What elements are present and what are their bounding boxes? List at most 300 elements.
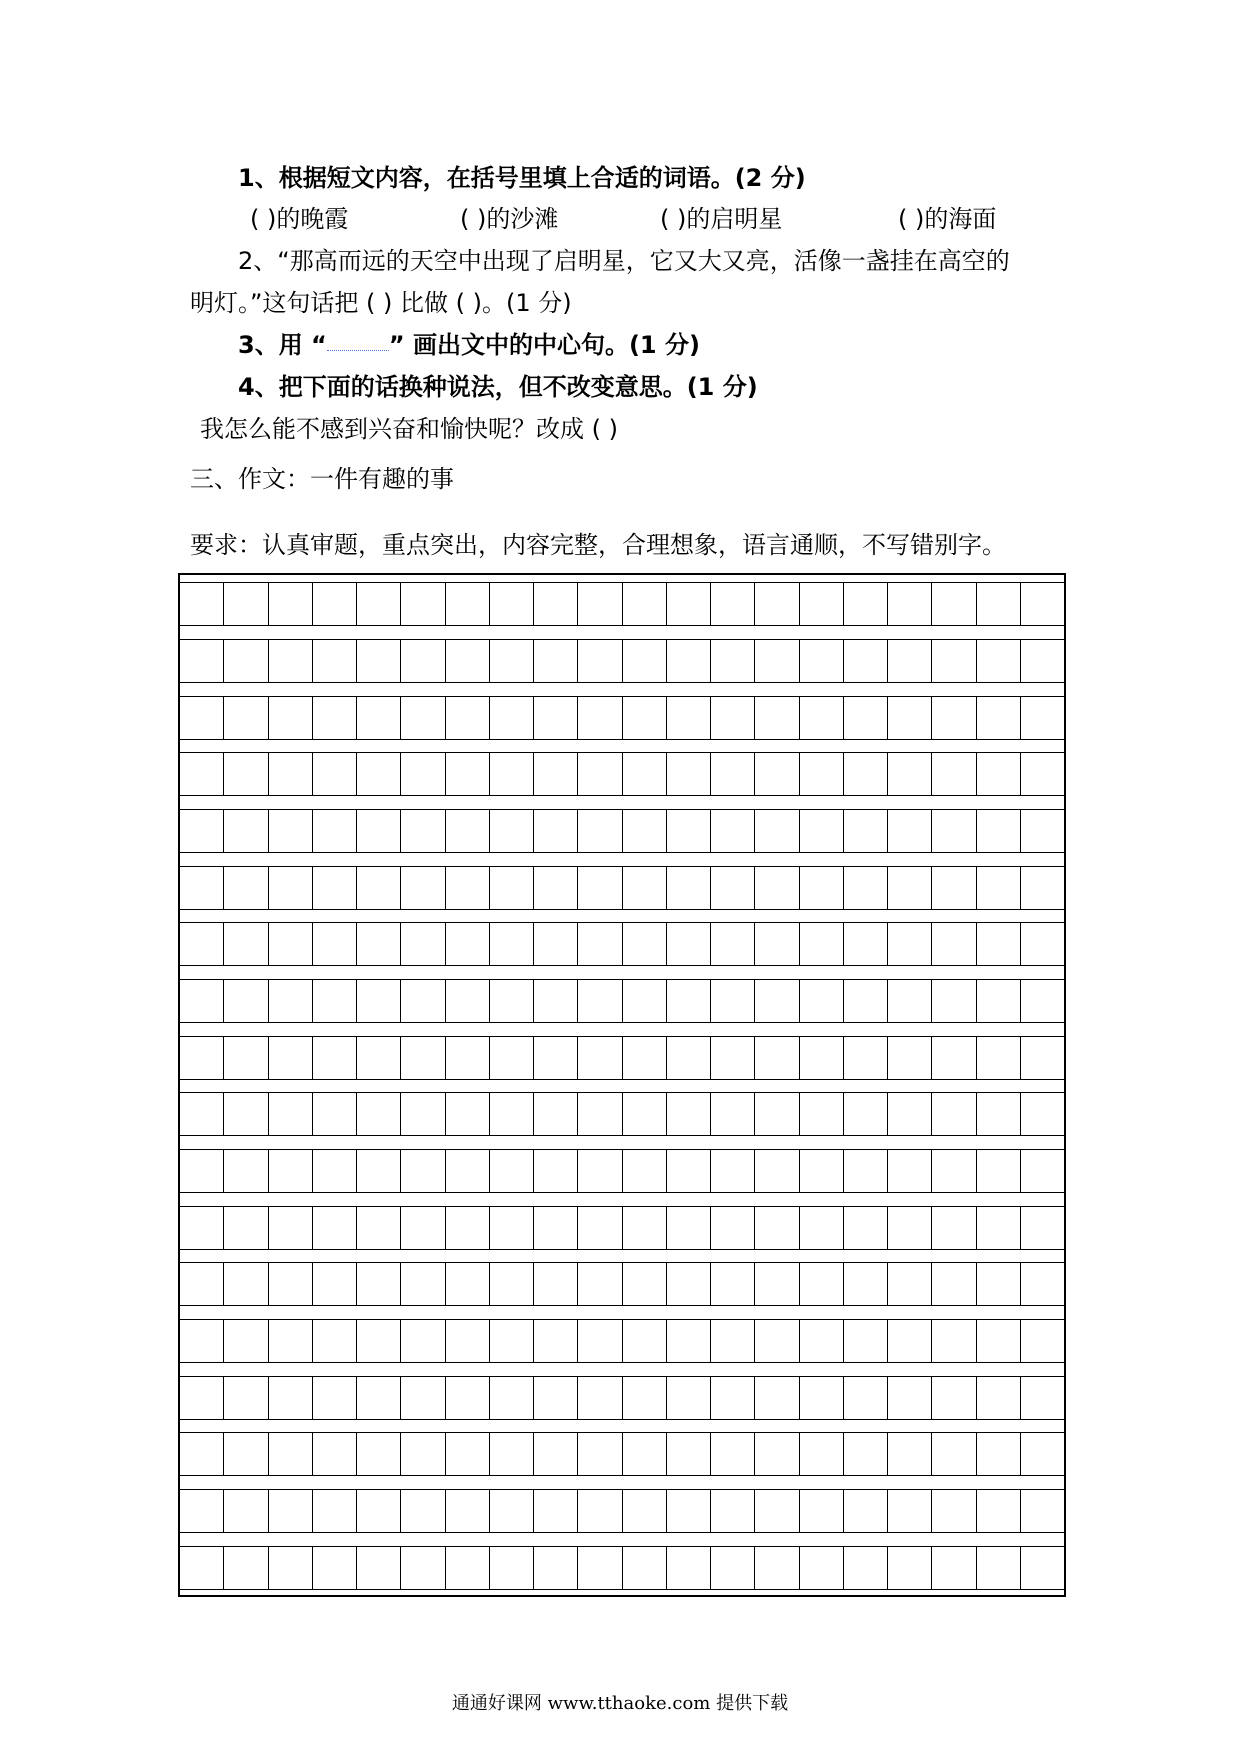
grid-cell	[490, 1490, 534, 1532]
grid-cell	[180, 923, 224, 965]
grid-cell	[1021, 1490, 1064, 1532]
grid-cell	[888, 1207, 932, 1249]
grid-cell	[578, 697, 622, 739]
grid-cell	[180, 697, 224, 739]
grid-cell	[401, 640, 445, 682]
grid-cell	[888, 1037, 932, 1079]
grid-cell	[534, 1320, 578, 1362]
grid-cell	[357, 1490, 401, 1532]
grid-cell	[932, 1150, 976, 1192]
grid-cell	[932, 1093, 976, 1135]
grid-cell	[313, 1150, 357, 1192]
grid-row	[180, 639, 1064, 683]
grid-cell	[1021, 1207, 1064, 1249]
grid-cell	[623, 1263, 667, 1305]
grid-cell	[313, 1490, 357, 1532]
grid-cell	[490, 1547, 534, 1589]
grid-row	[180, 809, 1064, 853]
grid-cell	[446, 640, 490, 682]
grid-cell	[313, 867, 357, 909]
grid-cell	[1021, 867, 1064, 909]
grid-cell	[977, 1150, 1021, 1192]
grid-cell	[401, 583, 445, 625]
grid-cell	[800, 1263, 844, 1305]
grid-cell	[667, 867, 711, 909]
grid-cell	[180, 1037, 224, 1079]
grid-cell	[490, 1037, 534, 1079]
grid-cell	[490, 1433, 534, 1475]
grid-cell	[401, 1037, 445, 1079]
grid-cell	[800, 1037, 844, 1079]
grid-cell	[534, 1547, 578, 1589]
grid-cell	[269, 1093, 313, 1135]
grid-cell	[534, 640, 578, 682]
grid-cell	[667, 810, 711, 852]
grid-cell	[446, 583, 490, 625]
grid-cell	[534, 1150, 578, 1192]
grid-cell	[446, 1490, 490, 1532]
grid-cell	[269, 810, 313, 852]
grid-cell	[932, 697, 976, 739]
grid-cell	[578, 1207, 622, 1249]
blank-2: ( )的沙滩	[460, 205, 559, 233]
grid-cell	[844, 753, 888, 795]
grid-cell	[1021, 640, 1064, 682]
grid-cell	[401, 867, 445, 909]
grid-cell	[711, 1377, 755, 1419]
grid-cell	[224, 1150, 268, 1192]
grid-cell	[1021, 753, 1064, 795]
grid-cell	[1021, 583, 1064, 625]
grid-cell	[1021, 697, 1064, 739]
grid-row	[180, 1036, 1064, 1080]
grid-cell	[800, 583, 844, 625]
grid-cell	[269, 1547, 313, 1589]
grid-cell	[578, 923, 622, 965]
wavy-underline-sample	[327, 330, 389, 351]
grid-cell	[313, 753, 357, 795]
grid-cell	[180, 753, 224, 795]
grid-cell	[578, 867, 622, 909]
grid-cell	[711, 810, 755, 852]
grid-cell	[1021, 1263, 1064, 1305]
grid-row	[180, 866, 1064, 910]
grid-row	[180, 1489, 1064, 1533]
grid-cell	[578, 1490, 622, 1532]
grid-cell	[269, 923, 313, 965]
grid-cell	[977, 1433, 1021, 1475]
grid-cell	[357, 1207, 401, 1249]
grid-cell	[977, 980, 1021, 1022]
grid-cell	[623, 1377, 667, 1419]
grid-cell	[888, 1377, 932, 1419]
grid-cell	[401, 1490, 445, 1532]
grid-cell	[224, 1263, 268, 1305]
grid-cell	[844, 1377, 888, 1419]
grid-cell	[623, 640, 667, 682]
grid-cell	[446, 1377, 490, 1419]
grid-cell	[401, 1150, 445, 1192]
grid-cell	[888, 867, 932, 909]
grid-cell	[180, 1490, 224, 1532]
grid-cell	[755, 867, 799, 909]
grid-cell	[313, 697, 357, 739]
grid-cell	[357, 1547, 401, 1589]
grid-cell	[578, 753, 622, 795]
grid-cell	[844, 1207, 888, 1249]
question-3-prefix: 3、用 “	[238, 331, 327, 359]
grid-cell	[490, 1093, 534, 1135]
grid-cell	[401, 697, 445, 739]
grid-cell	[578, 1037, 622, 1079]
grid-cell	[534, 980, 578, 1022]
grid-cell	[800, 1377, 844, 1419]
grid-cell	[534, 583, 578, 625]
grid-cell	[180, 640, 224, 682]
grid-cell	[313, 810, 357, 852]
grid-cell	[800, 753, 844, 795]
grid-cell	[844, 697, 888, 739]
grid-row	[180, 696, 1064, 740]
grid-cell	[711, 1150, 755, 1192]
grid-cell	[623, 1150, 667, 1192]
grid-cell	[667, 1490, 711, 1532]
grid-cell	[800, 980, 844, 1022]
blank-1: ( )的晚霞	[250, 205, 349, 233]
question-4-sentence: 我怎么能不感到兴奋和愉快呢？改成 ( )	[200, 415, 618, 443]
grid-cell	[977, 1490, 1021, 1532]
grid-cell	[623, 1207, 667, 1249]
grid-cell	[401, 1263, 445, 1305]
blank-4: ( )的海面	[898, 205, 997, 233]
grid-cell	[490, 697, 534, 739]
grid-cell	[490, 867, 534, 909]
grid-cell	[357, 1093, 401, 1135]
grid-cell	[224, 1320, 268, 1362]
grid-cell	[800, 1320, 844, 1362]
grid-cell	[888, 923, 932, 965]
grid-cell	[446, 1150, 490, 1192]
grid-cell	[844, 867, 888, 909]
grid-cell	[888, 1320, 932, 1362]
grid-cell	[401, 1547, 445, 1589]
grid-cell	[755, 1377, 799, 1419]
grid-cell	[534, 923, 578, 965]
grid-cell	[932, 980, 976, 1022]
grid-cell	[800, 1093, 844, 1135]
grid-cell	[357, 1037, 401, 1079]
grid-cell	[401, 980, 445, 1022]
grid-row	[180, 752, 1064, 796]
grid-row	[180, 1546, 1064, 1590]
grid-cell	[578, 1320, 622, 1362]
grid-cell	[888, 697, 932, 739]
question-3-suffix: ” 画出文中的中心句。(1 分)	[388, 331, 700, 359]
grid-cell	[932, 1377, 976, 1419]
grid-cell	[667, 697, 711, 739]
grid-cell	[711, 640, 755, 682]
grid-cell	[888, 980, 932, 1022]
grid-cell	[667, 1150, 711, 1192]
grid-cell	[446, 867, 490, 909]
grid-cell	[446, 1263, 490, 1305]
grid-cell	[1021, 1377, 1064, 1419]
grid-cell	[401, 923, 445, 965]
grid-cell	[977, 1093, 1021, 1135]
grid-cell	[357, 810, 401, 852]
grid-cell	[401, 1433, 445, 1475]
grid-cell	[711, 923, 755, 965]
grid-cell	[534, 1093, 578, 1135]
grid-cell	[888, 583, 932, 625]
grid-cell	[977, 867, 1021, 909]
grid-row	[180, 1206, 1064, 1250]
question-2-line-1: 2、“那高而远的天空中出现了启明星，它又大又亮，活像一盏挂在高空的	[238, 247, 1010, 275]
essay-requirements: 要求：认真审题，重点突出，内容完整，合理想象，语言通顺，不写错别字。	[190, 531, 1006, 559]
grid-cell	[932, 640, 976, 682]
grid-cell	[401, 1207, 445, 1249]
grid-cell	[313, 980, 357, 1022]
grid-cell	[534, 1263, 578, 1305]
grid-cell	[313, 1320, 357, 1362]
grid-cell	[313, 923, 357, 965]
grid-cell	[490, 1320, 534, 1362]
grid-cell	[269, 1490, 313, 1532]
grid-cell	[269, 980, 313, 1022]
grid-cell	[711, 980, 755, 1022]
grid-cell	[755, 1547, 799, 1589]
grid-cell	[357, 1377, 401, 1419]
grid-cell	[534, 753, 578, 795]
grid-cell	[800, 1433, 844, 1475]
grid-cell	[313, 1207, 357, 1249]
grid-cell	[446, 810, 490, 852]
grid-cell	[667, 640, 711, 682]
grid-cell	[224, 1207, 268, 1249]
grid-cell	[578, 1150, 622, 1192]
grid-cell	[534, 697, 578, 739]
grid-cell	[446, 923, 490, 965]
grid-cell	[844, 1037, 888, 1079]
grid-cell	[313, 640, 357, 682]
grid-cell	[490, 1150, 534, 1192]
grid-cell	[800, 923, 844, 965]
grid-cell	[490, 1377, 534, 1419]
grid-cell	[490, 1263, 534, 1305]
grid-cell	[800, 697, 844, 739]
grid-cell	[269, 1263, 313, 1305]
grid-cell	[578, 583, 622, 625]
grid-cell	[446, 1433, 490, 1475]
grid-cell	[888, 1093, 932, 1135]
grid-cell	[446, 1320, 490, 1362]
grid-cell	[578, 1377, 622, 1419]
grid-cell	[180, 583, 224, 625]
grid-cell	[180, 1207, 224, 1249]
grid-cell	[888, 810, 932, 852]
grid-cell	[667, 923, 711, 965]
grid-cell	[844, 1490, 888, 1532]
grid-cell	[667, 1263, 711, 1305]
grid-cell	[755, 1490, 799, 1532]
grid-row	[180, 979, 1064, 1023]
grid-cell	[977, 697, 1021, 739]
grid-cell	[888, 1150, 932, 1192]
grid-cell	[490, 1207, 534, 1249]
grid-cell	[667, 1207, 711, 1249]
grid-cell	[269, 1320, 313, 1362]
grid-cell	[357, 867, 401, 909]
grid-cell	[623, 583, 667, 625]
grid-cell	[932, 923, 976, 965]
grid-cell	[1021, 1037, 1064, 1079]
grid-cell	[269, 697, 313, 739]
grid-cell	[844, 1093, 888, 1135]
grid-cell	[932, 1320, 976, 1362]
grid-cell	[844, 1150, 888, 1192]
grid-cell	[844, 1433, 888, 1475]
grid-cell	[755, 640, 799, 682]
grid-cell	[578, 640, 622, 682]
grid-cell	[800, 1547, 844, 1589]
grid-cell	[711, 1547, 755, 1589]
grid-cell	[490, 583, 534, 625]
grid-cell	[1021, 1547, 1064, 1589]
grid-cell	[1021, 1320, 1064, 1362]
grid-cell	[224, 867, 268, 909]
grid-cell	[269, 867, 313, 909]
grid-cell	[224, 583, 268, 625]
grid-cell	[932, 1490, 976, 1532]
grid-cell	[224, 923, 268, 965]
grid-cell	[578, 1093, 622, 1135]
grid-cell	[1021, 1093, 1064, 1135]
grid-cell	[977, 1377, 1021, 1419]
grid-cell	[755, 923, 799, 965]
grid-cell	[224, 810, 268, 852]
grid-cell	[578, 810, 622, 852]
grid-cell	[224, 1093, 268, 1135]
grid-cell	[313, 1547, 357, 1589]
grid-cell	[357, 583, 401, 625]
grid-cell	[534, 1433, 578, 1475]
grid-row	[180, 1149, 1064, 1193]
grid-cell	[711, 1433, 755, 1475]
grid-cell	[1021, 1433, 1064, 1475]
grid-cell	[977, 810, 1021, 852]
grid-cell	[180, 1150, 224, 1192]
grid-cell	[180, 810, 224, 852]
grid-cell	[623, 980, 667, 1022]
grid-cell	[357, 753, 401, 795]
grid-cell	[800, 810, 844, 852]
grid-cell	[180, 867, 224, 909]
grid-cell	[711, 753, 755, 795]
grid-cell	[977, 1320, 1021, 1362]
grid-cell	[446, 1547, 490, 1589]
grid-cell	[932, 1037, 976, 1079]
grid-cell	[357, 640, 401, 682]
grid-cell	[667, 583, 711, 625]
grid-cell	[313, 583, 357, 625]
grid-cell	[755, 1433, 799, 1475]
grid-cell	[977, 640, 1021, 682]
grid-cell	[224, 1433, 268, 1475]
grid-cell	[888, 1490, 932, 1532]
grid-cell	[711, 1263, 755, 1305]
grid-cell	[888, 1547, 932, 1589]
grid-cell	[180, 1263, 224, 1305]
grid-cell	[888, 640, 932, 682]
grid-cell	[623, 1490, 667, 1532]
question-4: 4、把下面的话换种说法，但不改变意思。(1 分)	[238, 373, 758, 401]
grid-cell	[623, 697, 667, 739]
grid-cell	[844, 640, 888, 682]
grid-cell	[224, 697, 268, 739]
grid-cell	[711, 1320, 755, 1362]
grid-cell	[977, 1263, 1021, 1305]
grid-cell	[844, 1547, 888, 1589]
grid-cell	[401, 1377, 445, 1419]
essay-title: 三、作文：一件有趣的事	[190, 465, 454, 493]
grid-cell	[623, 1547, 667, 1589]
grid-cell	[313, 1377, 357, 1419]
grid-cell	[578, 1263, 622, 1305]
grid-cell	[623, 753, 667, 795]
grid-cell	[1021, 810, 1064, 852]
question-3	[238, 330, 700, 360]
grid-cell	[800, 1150, 844, 1192]
grid-cell	[180, 1433, 224, 1475]
grid-cell	[844, 980, 888, 1022]
grid-cell	[711, 697, 755, 739]
grid-cell	[1021, 1150, 1064, 1192]
grid-cell	[667, 1547, 711, 1589]
grid-cell	[269, 1207, 313, 1249]
grid-cell	[800, 1490, 844, 1532]
grid-cell	[490, 753, 534, 795]
grid-cell	[711, 1093, 755, 1135]
grid-cell	[269, 753, 313, 795]
grid-row	[180, 1092, 1064, 1136]
grid-cell	[224, 1547, 268, 1589]
grid-cell	[401, 753, 445, 795]
grid-cell	[269, 1433, 313, 1475]
grid-cell	[446, 697, 490, 739]
grid-cell	[755, 697, 799, 739]
grid-cell	[888, 1433, 932, 1475]
grid-cell	[357, 1433, 401, 1475]
grid-cell	[578, 1547, 622, 1589]
grid-cell	[623, 1037, 667, 1079]
grid-cell	[711, 583, 755, 625]
grid-cell	[357, 1320, 401, 1362]
grid-cell	[755, 753, 799, 795]
grid-cell	[623, 810, 667, 852]
grid-cell	[755, 1263, 799, 1305]
grid-cell	[711, 1490, 755, 1532]
grid-cell	[224, 1377, 268, 1419]
grid-cell	[269, 1037, 313, 1079]
grid-row	[180, 582, 1064, 626]
grid-cell	[224, 753, 268, 795]
grid-cell	[932, 1433, 976, 1475]
grid-cell	[269, 1150, 313, 1192]
grid-cell	[844, 1320, 888, 1362]
grid-cell	[224, 1490, 268, 1532]
grid-cell	[446, 1037, 490, 1079]
grid-cell	[932, 583, 976, 625]
